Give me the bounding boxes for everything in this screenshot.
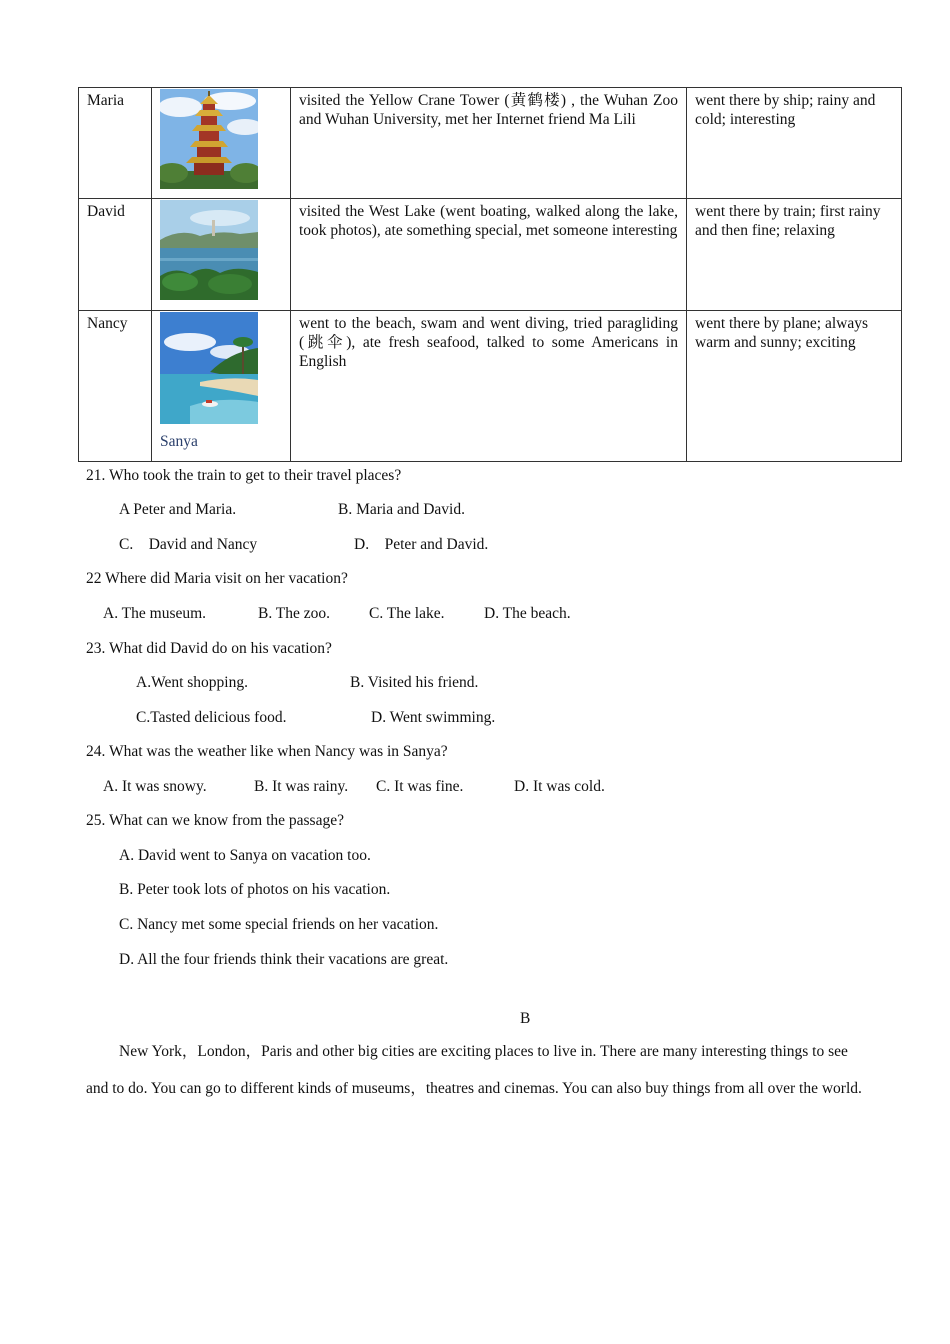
section-heading: B bbox=[520, 1010, 531, 1027]
question-23-option-d: D. Went swimming. bbox=[371, 709, 496, 726]
sanya-beach-photo bbox=[160, 312, 258, 424]
question-24-option-a: A. It was snowy. bbox=[103, 778, 207, 795]
table-row bbox=[79, 311, 902, 462]
question-21-option-b: B. Maria and David. bbox=[338, 501, 465, 518]
question-21-stem: 21. Who took the train to get to their travel places? bbox=[86, 467, 402, 484]
question-23-option-c: C.Tasted delicious food. bbox=[136, 709, 287, 726]
person-name: Maria bbox=[79, 88, 152, 199]
question-24-option-d: D. It was cold. bbox=[514, 778, 605, 795]
activities-cell: went to the beach, swam and went diving, tried paragliding (跳伞), ate fresh seafood, talked to some Americans in English bbox=[291, 311, 687, 462]
question-24-option-c: C. It was fine. bbox=[376, 778, 464, 795]
question-23-option-a: A.Went shopping. bbox=[136, 674, 248, 691]
travel-table bbox=[78, 87, 902, 462]
question-25-option-b: B. Peter took lots of photos on his vacation. bbox=[119, 881, 391, 898]
question-24-stem: 24. What was the weather like when Nancy was in Sanya? bbox=[86, 743, 448, 760]
question-21-option-a: A Peter and Maria. bbox=[119, 501, 237, 518]
question-22-option-c: C. The lake. bbox=[369, 605, 445, 622]
activities-cell: visited the West Lake (went boating, walked along the lake, took photos), ate something special, met someone interesting bbox=[291, 199, 687, 311]
question-25-option-d: D. All the four friends think their vacations are great. bbox=[119, 951, 449, 968]
question-21-option-c: C. David and Nancy bbox=[119, 536, 258, 553]
person-name: David bbox=[79, 199, 152, 311]
person-name: Nancy bbox=[79, 311, 152, 462]
question-21-option-d: D. Peter and David. bbox=[354, 536, 489, 553]
photo-caption: Sanya bbox=[160, 433, 198, 450]
passage-paragraph: New York，London，Paris and other big cities are exciting places to live in. There are many interesting things to see and to do. You can go to different kinds of museums，theatres and cinemas. You can also buy things from all over the world. bbox=[86, 1043, 862, 1097]
question-24-option-b: B. It was rainy. bbox=[254, 778, 349, 795]
notes-cell: went there by plane; always warm and sunny; exciting bbox=[687, 311, 902, 462]
table-row bbox=[79, 199, 902, 311]
activities-cell: visited the Yellow Crane Tower (黄鹤楼) , the Wuhan Zoo and Wuhan University, met her Internet friend Ma Lili bbox=[291, 88, 687, 199]
west-lake-photo bbox=[160, 200, 258, 300]
question-25-option-a: A. David went to Sanya on vacation too. bbox=[119, 847, 371, 864]
notes-cell: went there by ship; rainy and cold; interesting bbox=[687, 88, 902, 199]
question-22-option-d: D. The beach. bbox=[484, 605, 571, 622]
question-25-option-c: C. Nancy met some special friends on her vacation. bbox=[119, 916, 439, 933]
question-22-option-b: B. The zoo. bbox=[258, 605, 331, 622]
table-row bbox=[79, 88, 902, 199]
question-25-stem: 25. What can we know from the passage? bbox=[86, 812, 344, 829]
question-23-stem: 23. What did David do on his vacation? bbox=[86, 640, 332, 657]
question-23-option-b: B. Visited his friend. bbox=[350, 674, 479, 691]
question-22-stem: 22 Where did Maria visit on her vacation? bbox=[86, 570, 348, 587]
yellow-crane-tower-photo bbox=[160, 89, 258, 189]
notes-cell: went there by train; first rainy and then fine; relaxing bbox=[687, 199, 902, 311]
question-22-option-a: A. The museum. bbox=[103, 605, 207, 622]
